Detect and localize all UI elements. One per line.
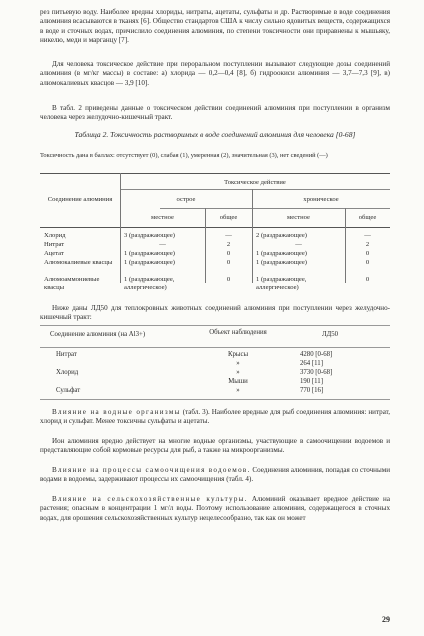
ld-header-compound: Соединение алюминия (на Al3+)	[50, 331, 146, 338]
table2-row-chronic-general: 0	[365, 250, 370, 257]
page-number: 29	[382, 615, 390, 624]
table2-row-acute-general: 0	[226, 250, 231, 257]
table2-row-chronic-local: —	[295, 241, 302, 248]
ld-row-object: Крысы	[227, 351, 249, 358]
table2-row-chronic-local: 1 (раздражающее)	[256, 250, 307, 257]
ld-row-compound: Хлорид	[56, 369, 79, 376]
table2-row-acute-local: —	[159, 241, 166, 248]
paragraph-doses: Для человека токсическое действие при пероральном поступлении вызывают следующие дозы соединений алюминия (в мг/кг массы) в составе: а) хлорида — 0,2—0,4 [8], б) гидроокиси алюминия — 3,7—7,3 [9], в) алюмокалиевых квасцов — 3,9 [10].	[40, 60, 390, 87]
ld-row-compound: Сульфат	[56, 387, 81, 394]
table2-row-acute-general: 2	[226, 241, 231, 248]
section-lead: Влияние на водные организмы	[52, 408, 181, 416]
paragraph-self-purification	[40, 466, 390, 485]
ld-table-top-rule	[40, 325, 390, 326]
table2-row-name: Нитрат	[44, 241, 65, 248]
section-lead: Влияние на процессы самоочищения водоемов.	[52, 466, 251, 474]
ld-row-object: »	[236, 360, 240, 367]
ld-row-object: Мыши	[228, 378, 248, 385]
paragraph-intro: рез питьевую воду. Наиболее вредны хлориды, нитраты, ацетаты, сульфаты и др. Растворимые в воде соединения алюминия всасываются в тканях [6]. Общество стандартов США к числу сильно ядовитых веществ, содержащихся в воде и сточных водах, причислило соединения алюминия, по степени токсичности они приравнены к мышьяку, никелю, меди и марганцу [7].	[40, 8, 390, 45]
table2-sub-rule	[160, 208, 390, 209]
ld-row-value: 3730 [0-68]	[300, 369, 333, 376]
table2-header-acute-general: общее	[219, 214, 238, 221]
table2-row-name: Алюмоаммониевые квасцы	[44, 276, 100, 291]
table2-header-chronic-local: местное	[287, 214, 310, 221]
table2-header-acute: острое	[176, 196, 196, 203]
table2-top-rule	[40, 173, 390, 174]
table2-header-acute-local: местное	[151, 214, 174, 221]
table2-row-chronic-general: 2	[365, 241, 370, 248]
table2-caption: Таблица 2. Токсичность растворимых в воде соединений алюминия для человека [0-68]	[74, 130, 356, 139]
ld-row-value: 264 [11]	[300, 360, 323, 367]
table2-row-acute-general: 0	[226, 276, 231, 283]
table2-row-acute-local: 3 (раздражающее)	[124, 232, 175, 239]
table2-header-effect: Токсическое действие	[224, 179, 286, 186]
table2-row-chronic-local: 2 (раздражающее)	[256, 232, 307, 239]
section-text: Ион алюминия вредно действует на многие водные организмы, участвующие в самоочищении водоемов и представляющие собой кормовые ресурсы для рыб, а также на микроорганизмы.	[40, 437, 390, 455]
ld-table-bottom-rule	[40, 399, 390, 400]
section-text: Соединения алюминия, попадая со сточными водами в водоемы, задерживают процессы их самоочищения (табл. 4).	[40, 466, 390, 484]
table2-row-name: Алюмокалиевые квасцы	[44, 259, 113, 266]
ld-header-ld50: ЛД50	[321, 331, 339, 338]
table2-header-chronic-general: общее	[358, 214, 377, 221]
ld-row-value: 770 [16]	[300, 387, 324, 394]
table2-row-name: Хлорид	[44, 232, 66, 239]
ld-table-header-rule	[40, 347, 390, 348]
section-text: (табл. 3). Наиболее вредные для рыб соединения алюминия: нитрат, хлорид и сульфат. Менее токсичны сульфаты и ацетаты.	[40, 408, 390, 426]
table2-row-chronic-general: —	[364, 232, 371, 239]
table2-vline-1	[120, 173, 121, 283]
table2-row-acute-local: 1 (раздражающее, аллергическое)	[124, 276, 175, 291]
table2-header-chronic: хроническое	[303, 196, 339, 203]
paragraph-ion	[40, 437, 390, 456]
table2-row-chronic-local: 1 (раздражающее, аллергическое)	[256, 276, 307, 291]
ld-header-object: Объект наблюдения	[209, 329, 267, 336]
ld-row-value: 190 [11]	[300, 378, 323, 385]
ld-row-value: 4280 [0-68]	[300, 351, 333, 358]
section-text: Алюминий оказывает вредное действие на растения; опасным в концентрации 1 мг/л воды. Поэтому использование алюминия, содержащегося в сточных водах, для орошения сельскохозяйственных культур нецелесообразно, так как он может	[40, 495, 390, 522]
paragraph-agriculture	[40, 495, 390, 523]
table2-row-chronic-general: 0	[365, 259, 370, 266]
table2-row-chronic-general: 0	[365, 276, 370, 283]
table2-header-rule	[40, 227, 390, 228]
paragraph-table-ref: В табл. 2 приведены данные о токсическом действии соединений алюминия при поступлении в организм человека через желудочно-кишечный тракт.	[40, 104, 390, 122]
ld-row-object: »	[236, 387, 240, 394]
table2-row-name: Ацетат	[44, 250, 64, 257]
table2-note: Токсичность дана в баллах: отсутствует (0), слабая (1), умеренная (2), значительная (3), нет сведений (—)	[40, 152, 328, 159]
table2-row-acute-local: 1 (раздражающее)	[124, 250, 175, 257]
paragraph-aquatic	[40, 408, 390, 427]
table2-row-acute-local: 1 (раздражающее)	[124, 259, 175, 266]
paragraph-ld50-intro: Ниже даны ЛД50 для теплокровных животных соединений алюминия при поступлении через желудочно-кишечный тракт:	[40, 304, 390, 322]
ld-row-compound: Нитрат	[56, 351, 77, 358]
table2-row-chronic-local: 1 (раздражающее)	[256, 259, 307, 266]
table2-row-acute-general: —	[225, 232, 232, 239]
table2-header-compound: Соединение алюминия	[47, 196, 113, 203]
ld-row-object: »	[236, 369, 240, 376]
section-lead: Влияние на сельскохозяйственные культуры.	[52, 495, 248, 503]
table2-effect-rule	[120, 189, 390, 190]
table2-row-acute-general: 0	[226, 259, 231, 266]
